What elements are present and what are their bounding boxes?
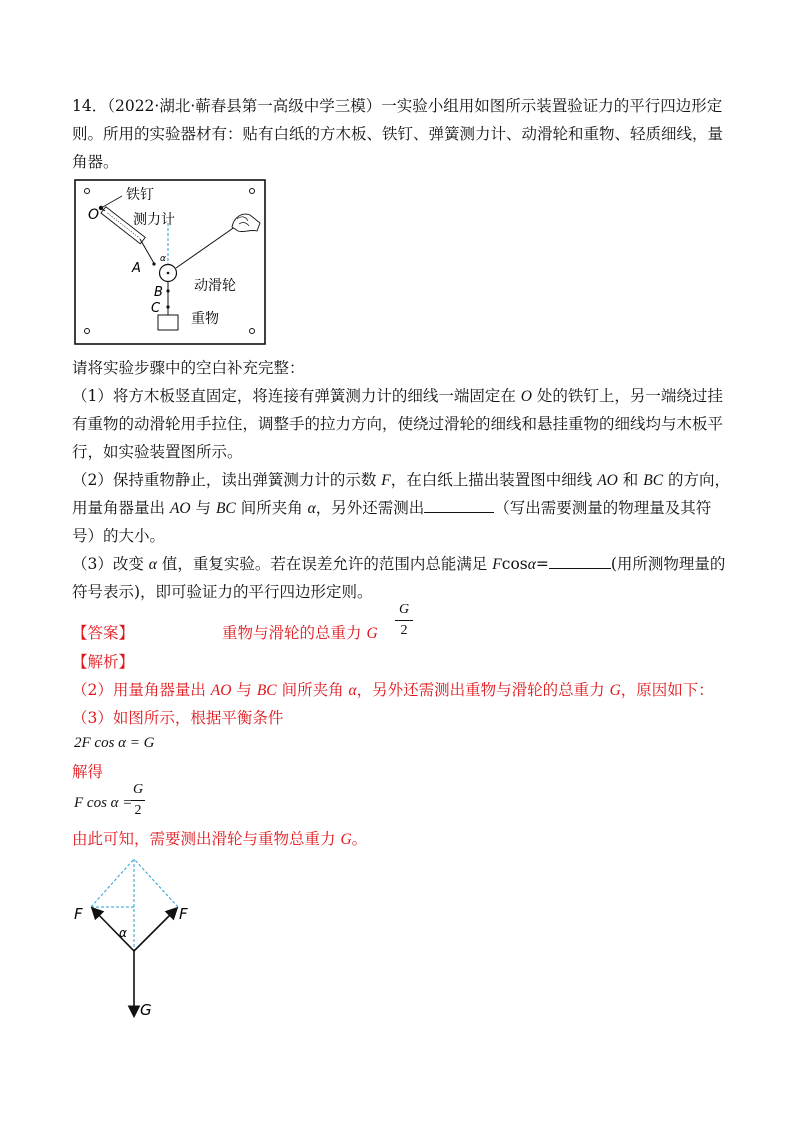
- question-line-2: 则。所用的实验器材有：贴有白纸的方木板、铁钉、弹簧测力计、动滑轮和重物、轻质细线，量: [72, 125, 724, 143]
- question-line-1: 14．（2022·湖北·蕲春县第一高级中学三模）一实验小组用如图所示装置验证力的平行四边形定: [72, 97, 723, 115]
- label-F-right: F: [179, 905, 188, 923]
- step1-line-2: 有重物的动滑轮用手拉住，调整手的拉力方向，使绕过滑轮的细线和悬挂重物的细线均与木板平: [72, 415, 724, 433]
- question-line-3: 角器。: [72, 153, 119, 171]
- point-C: [166, 305, 169, 308]
- label-A: A: [132, 261, 141, 276]
- point-B: [166, 289, 169, 292]
- equation-2-left: F cos α =: [74, 795, 133, 811]
- step1-line-3: 行，如实验装置图所示。: [72, 443, 243, 461]
- weight-block: [158, 315, 178, 330]
- step3-line-1: （3）改变 α 值，重复实验。若在误差允许的范围内总能满足 Fcosα= (用所测物理量的: [72, 555, 726, 573]
- label-nail: 铁钉: [126, 187, 154, 203]
- answer-label: 【答案】: [72, 624, 135, 642]
- point-A: [152, 262, 155, 265]
- answer-text: 重物与滑轮的总重力 G: [222, 624, 378, 642]
- step1-line-1: （1）将方木板竖直固定，将连接有弹簧测力计的细线一端固定在 O 处的铁钉上，另一端绕过挂: [72, 387, 723, 405]
- label-O: O: [88, 207, 100, 223]
- analysis-line-1: （2）用量角器量出 AO 与 BC 间所夹角 α，另外还需测出重物与滑轮的总重力 G，原因如下：: [72, 681, 714, 699]
- conclusion: 由此可知，需要测出滑轮与重物总重力 G。: [72, 830, 368, 848]
- step2-line-1: （2）保持重物静止，读出弹簧测力计的示数 F，在白纸上描出装置图中细线 AO 和 BC 的方向，: [72, 471, 730, 489]
- step3-line-2: 符号表示)，即可验证力的平行四边形定则。: [72, 583, 373, 601]
- answer-blank-1[interactable]: [424, 498, 494, 513]
- dashed-edge-right: [134, 859, 178, 907]
- force-diagram: [66, 855, 186, 1025]
- dashed-edge-left: [91, 859, 134, 907]
- apparatus-figure: [74, 179, 266, 345]
- step2-line-2: 用量角器量出 AO 与 BC 间所夹角 α，另外还需测出 （写出需要测量的物理量及其符: [72, 499, 712, 517]
- equation-2-fraction: G 2: [132, 782, 144, 818]
- label-alpha: α: [119, 926, 127, 940]
- analysis-label: 【解析】: [72, 653, 135, 671]
- label-pulley: 动滑轮: [194, 278, 236, 294]
- answer-blank-2[interactable]: [549, 554, 611, 569]
- label-weight: 重物: [191, 311, 219, 327]
- force-arrow-right: [134, 909, 176, 951]
- step2-line-3: 号）的大小。: [72, 527, 166, 545]
- label-B: B: [154, 285, 163, 300]
- instructions: 请将实验步骤中的空白补充完整：: [72, 359, 305, 377]
- equation-1: 2F cos α = G: [74, 735, 155, 751]
- label-G: G: [140, 1001, 152, 1019]
- force-arrow-left: [93, 909, 134, 951]
- label-meter: 测力计: [133, 212, 175, 228]
- analysis-line-2: （3）如图所示，根据平衡条件: [72, 709, 284, 727]
- answer-fraction: G 2: [395, 602, 413, 639]
- label-F-left: F: [74, 905, 83, 923]
- label-C: C: [151, 301, 161, 316]
- solve-label: 解得: [72, 763, 104, 781]
- label-alpha: α: [160, 254, 166, 264]
